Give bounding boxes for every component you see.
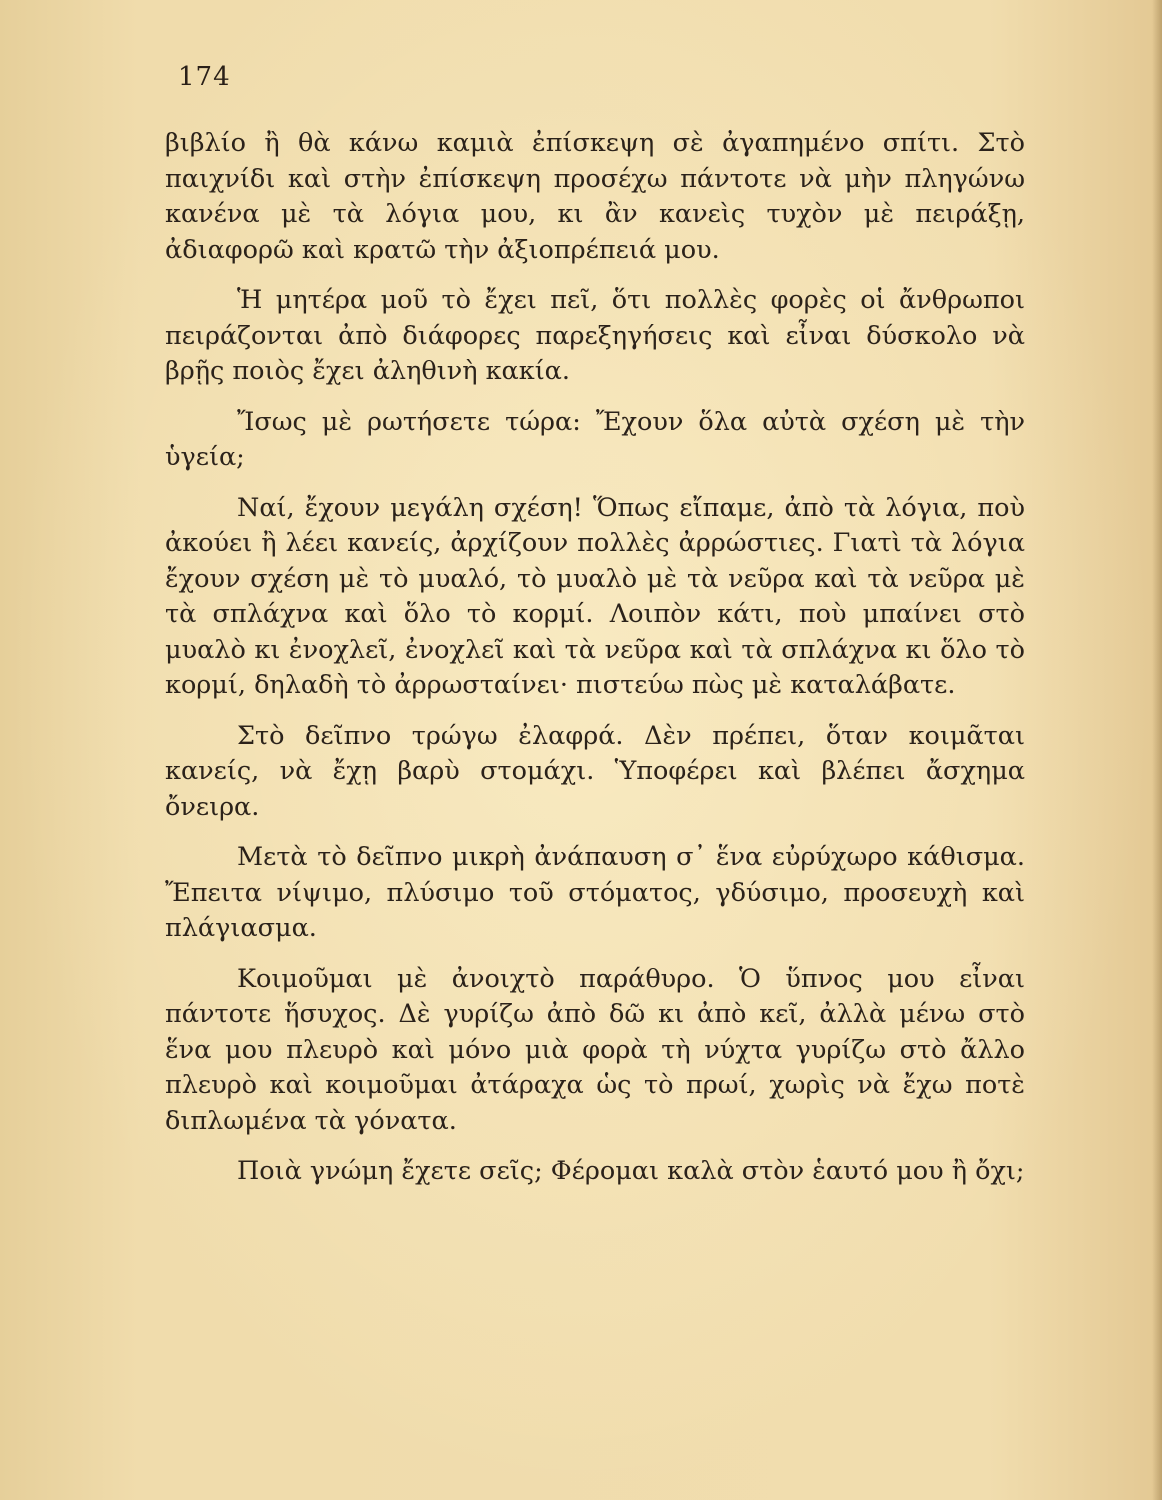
paragraph: Ἴσως μὲ ρωτήσετε τώρα: Ἔχουν ὅλα αὐτὰ σχέση μὲ τὴν ὑγεία; <box>165 406 1025 472</box>
paragraph: βιβλίο ἢ θὰ κάνω καμιὰ ἐπίσκεψη σὲ ἀγαπημένο σπίτι. Στὸ παιχνίδι καὶ στὴν ἐπίσκεψη προσέχω πάντοτε νὰ μὴν πληγώνω κανένα μὲ τὰ λόγια μου, κι ἂν κανεὶς τυχὸν μὲ πειράξῃ, ἀδιαφορῶ καὶ κρατῶ τὴν ἀξιοπρέπειά μου. <box>165 128 1025 265</box>
paragraph: Ἡ μητέρα μοῦ τὸ ἔχει πεῖ, ὅτι πολλὲς φορὲς οἱ ἄνθρωποι πειράζονται ἀπὸ διάφορες παρεξηγήσεις καὶ εἶναι δύσκολο νὰ βρῇς ποιὸς ἔχει ἀληθινὴ κακία. <box>165 285 1025 386</box>
paragraph: Ποιὰ γνώμη ἔχετε σεῖς; Φέρομαι καλὰ στὸν ἑαυτό μου ἢ ὄχι; <box>237 1156 1025 1186</box>
page-edge-shadow <box>1152 0 1162 1500</box>
paragraph: Μετὰ τὸ δεῖπνο μικρὴ ἀνάπαυση σ᾿ ἕνα εὐρύχωρο κάθισμα. Ἔπειτα νίψιμο, πλύσιμο τοῦ στόματος, γδύσιμο, προσευχὴ καὶ πλάγιασμα. <box>165 842 1025 943</box>
paragraph: Κοιμοῦμαι μὲ ἀνοιχτὸ παράθυρο. Ὁ ὕπνος μου εἶναι πάντοτε ἥσυχος. Δὲ γυρίζω ἀπὸ δῶ κι ἀπὸ κεῖ, ἀλλὰ μένω στὸ ἕνα μου πλευρὸ καὶ μόνο μιὰ φορὰ τὴ νύχτα γυρίζω στὸ ἄλλο πλευρὸ καὶ κοιμοῦμαι ἀτάραχα ὡς τὸ πρωί, χωρὶς νὰ ἔχω ποτὲ διπλωμένα τὰ γόνατα. <box>165 963 1025 1136</box>
paragraph: Στὸ δεῖπνο τρώγω ἐλαφρά. Δὲν πρέπει, ὅταν κοιμᾶται κανείς, νὰ ἔχῃ βαρὺ στομάχι. Ὑποφέρει καὶ βλέπει ἄσχημα ὄνειρα. <box>165 720 1025 822</box>
paragraph: Ναί, ἔχουν μεγάλη σχέση! Ὅπως εἴπαμε, ἀπὸ τὰ λόγια, ποὺ ἀκούει ἢ λέει κανείς, ἀρχίζουν πολλὲς ἀρρώστιες. Γιατὶ τὰ λόγια ἔχουν σχέση μὲ τὸ μυαλό, τὸ μυαλὸ μὲ τὰ νεῦρα καὶ τὰ νεῦρα μὲ τὰ σπλάχνα καὶ ὅλο τὸ κορμί. Λοιπὸν κάτι, ποὺ μπαίνει στὸ μυαλὸ κι ἐνοχλεῖ, ἐνοχλεῖ καὶ τὰ νεῦρα καὶ τὰ σπλάχνα κι ὅλο τὸ κορμί, δηλαδὴ τὸ ἀρρωσταίνει· πιστεύω πὼς μὲ καταλάβατε. <box>165 492 1025 700</box>
body-text <box>165 126 1025 1190</box>
page-number: 174 <box>178 62 231 92</box>
